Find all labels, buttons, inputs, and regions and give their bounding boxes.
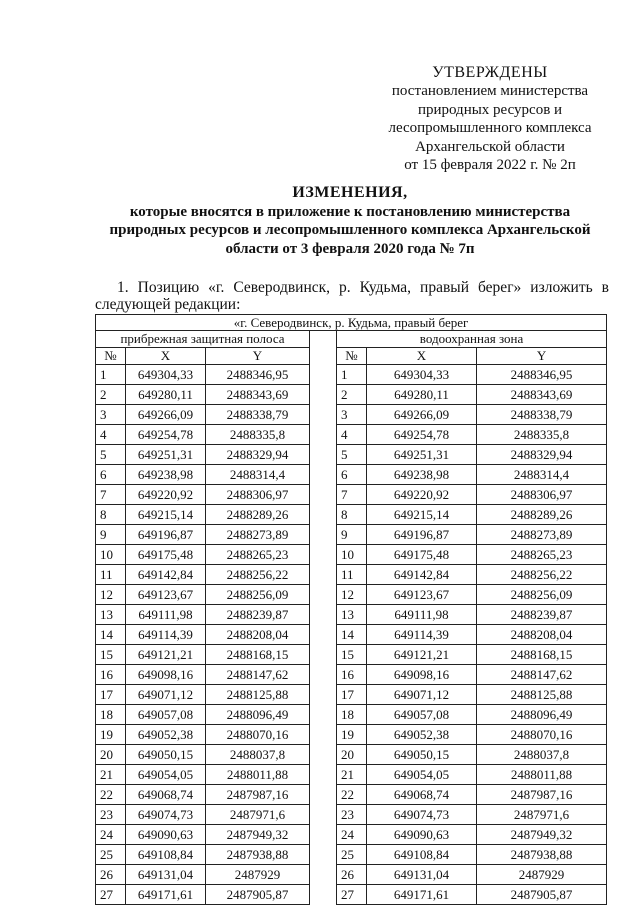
table-gap xyxy=(310,605,337,625)
left-point-number: 20 xyxy=(96,745,126,765)
heading-title: ИЗМЕНЕНИЯ, xyxy=(292,184,408,201)
left-y-value: 2488147,62 xyxy=(206,665,310,685)
left-point-number: 9 xyxy=(96,525,126,545)
table-row xyxy=(96,645,607,665)
right-x-value: 649121,21 xyxy=(367,645,477,665)
left-x-value: 649215,14 xyxy=(126,505,206,525)
left-y-value: 2487971,6 xyxy=(206,805,310,825)
table-row xyxy=(96,405,607,425)
left-y-value: 2487929 xyxy=(206,865,310,885)
table-gap xyxy=(310,825,337,845)
left-point-number: 7 xyxy=(96,485,126,505)
right-y-value: 2488343,69 xyxy=(477,385,607,405)
table-gap xyxy=(310,348,337,365)
right-y-value: 2488256,09 xyxy=(477,585,607,605)
right-point-number: 13 xyxy=(337,605,367,625)
col-header-num: № xyxy=(337,348,367,365)
right-x-value: 649175,48 xyxy=(367,545,477,565)
left-x-value: 649280,11 xyxy=(126,385,206,405)
left-x-value: 649266,09 xyxy=(126,405,206,425)
approval-line: лесопромышленного комплекса xyxy=(388,120,592,137)
right-point-number: 8 xyxy=(337,505,367,525)
table-gap xyxy=(310,845,337,865)
left-point-number: 17 xyxy=(96,685,126,705)
right-x-value: 649196,87 xyxy=(367,525,477,545)
left-point-number: 4 xyxy=(96,425,126,445)
right-y-value: 2487929 xyxy=(477,865,607,885)
table-row xyxy=(96,805,607,825)
right-zone-header: водоохранная зона xyxy=(337,331,607,348)
table-row xyxy=(96,545,607,565)
table-gap xyxy=(310,365,337,385)
table-row xyxy=(96,745,607,765)
right-point-number: 26 xyxy=(337,865,367,885)
right-y-value: 2488239,87 xyxy=(477,605,607,625)
table-gap xyxy=(310,385,337,405)
left-y-value: 2488208,04 xyxy=(206,625,310,645)
table-row xyxy=(96,865,607,885)
table-gap xyxy=(310,485,337,505)
right-point-number: 21 xyxy=(337,765,367,785)
left-y-value: 2487905,87 xyxy=(206,885,310,905)
right-y-value: 2487905,87 xyxy=(477,885,607,905)
table-gap xyxy=(310,505,337,525)
left-point-number: 11 xyxy=(96,565,126,585)
left-point-number: 27 xyxy=(96,885,126,905)
left-x-value: 649052,38 xyxy=(126,725,206,745)
table-gap xyxy=(310,885,337,905)
right-x-value: 649220,92 xyxy=(367,485,477,505)
left-point-number: 22 xyxy=(96,785,126,805)
right-y-value: 2488265,23 xyxy=(477,545,607,565)
right-y-value: 2488289,26 xyxy=(477,505,607,525)
left-y-value: 2488314,4 xyxy=(206,465,310,485)
right-y-value: 2487971,6 xyxy=(477,805,607,825)
table-row xyxy=(96,525,607,545)
table-gap xyxy=(310,725,337,745)
right-y-value: 2487987,16 xyxy=(477,785,607,805)
right-point-number: 15 xyxy=(337,645,367,665)
right-x-value: 649090,63 xyxy=(367,825,477,845)
table-row xyxy=(96,625,607,645)
right-point-number: 7 xyxy=(337,485,367,505)
left-point-number: 26 xyxy=(96,865,126,885)
right-x-value: 649142,84 xyxy=(367,565,477,585)
right-x-value: 649238,98 xyxy=(367,465,477,485)
col-header-x: X xyxy=(126,348,206,365)
approval-line: Архангельской области xyxy=(415,138,565,155)
left-x-value: 649121,21 xyxy=(126,645,206,665)
approval-title: УТВЕРЖДЕНЫ xyxy=(432,64,548,81)
approval-block xyxy=(330,64,640,174)
left-y-value: 2488037,8 xyxy=(206,745,310,765)
heading-subtitle-line: которые вносятся в приложение к постановлению министерства xyxy=(129,203,571,220)
right-x-value: 649050,15 xyxy=(367,745,477,765)
right-x-value: 649054,05 xyxy=(367,765,477,785)
zone-header-row xyxy=(96,331,607,348)
left-point-number: 5 xyxy=(96,445,126,465)
table-row xyxy=(96,765,607,785)
right-x-value: 649074,73 xyxy=(367,805,477,825)
right-point-number: 24 xyxy=(337,825,367,845)
left-point-number: 21 xyxy=(96,765,126,785)
right-x-value: 649071,12 xyxy=(367,685,477,705)
right-point-number: 18 xyxy=(337,705,367,725)
table-gap xyxy=(310,625,337,645)
left-x-value: 649054,05 xyxy=(126,765,206,785)
table-gap xyxy=(310,685,337,705)
left-y-value: 2488011,88 xyxy=(206,765,310,785)
table-gap xyxy=(310,425,337,445)
document-heading xyxy=(90,184,610,258)
left-y-value: 2488096,49 xyxy=(206,705,310,725)
right-point-number: 16 xyxy=(337,665,367,685)
left-x-value: 649050,15 xyxy=(126,745,206,765)
table-row xyxy=(96,505,607,525)
col-header-num: № xyxy=(96,348,126,365)
left-point-number: 25 xyxy=(96,845,126,865)
table-row xyxy=(96,785,607,805)
left-x-value: 649220,92 xyxy=(126,485,206,505)
right-point-number: 20 xyxy=(337,745,367,765)
left-y-value: 2487987,16 xyxy=(206,785,310,805)
left-point-number: 15 xyxy=(96,645,126,665)
right-y-value: 2488037,8 xyxy=(477,745,607,765)
table-gap xyxy=(310,665,337,685)
col-header-x: X xyxy=(367,348,477,365)
table-row xyxy=(96,565,607,585)
table-gap xyxy=(310,765,337,785)
table-row xyxy=(96,885,607,905)
left-y-value: 2488239,87 xyxy=(206,605,310,625)
left-y-value: 2487938,88 xyxy=(206,845,310,865)
table-gap xyxy=(310,525,337,545)
col-header-y: Y xyxy=(206,348,310,365)
right-x-value: 649098,16 xyxy=(367,665,477,685)
left-x-value: 649254,78 xyxy=(126,425,206,445)
right-x-value: 649057,08 xyxy=(367,705,477,725)
table-row xyxy=(96,725,607,745)
table-row xyxy=(96,465,607,485)
right-point-number: 10 xyxy=(337,545,367,565)
table-row xyxy=(96,365,607,385)
table-gap xyxy=(310,405,337,425)
table-gap xyxy=(310,585,337,605)
left-y-value: 2488335,8 xyxy=(206,425,310,445)
left-x-value: 649238,98 xyxy=(126,465,206,485)
left-point-number: 10 xyxy=(96,545,126,565)
table-gap xyxy=(310,705,337,725)
left-point-number: 19 xyxy=(96,725,126,745)
right-x-value: 649123,67 xyxy=(367,585,477,605)
left-y-value: 2488168,15 xyxy=(206,645,310,665)
left-point-number: 16 xyxy=(96,665,126,685)
right-point-number: 2 xyxy=(337,385,367,405)
left-point-number: 14 xyxy=(96,625,126,645)
right-y-value: 2488273,89 xyxy=(477,525,607,545)
right-y-value: 2488070,16 xyxy=(477,725,607,745)
right-x-value: 649215,14 xyxy=(367,505,477,525)
right-x-value: 649304,33 xyxy=(367,365,477,385)
right-y-value: 2488147,62 xyxy=(477,665,607,685)
left-y-value: 2488289,26 xyxy=(206,505,310,525)
right-x-value: 649068,74 xyxy=(367,785,477,805)
right-point-number: 14 xyxy=(337,625,367,645)
table-gap xyxy=(310,865,337,885)
right-y-value: 2487938,88 xyxy=(477,845,607,865)
col-header-y: Y xyxy=(477,348,607,365)
right-y-value: 2488168,15 xyxy=(477,645,607,665)
table-row xyxy=(96,425,607,445)
right-point-number: 11 xyxy=(337,565,367,585)
right-x-value: 649131,04 xyxy=(367,865,477,885)
coordinates-table xyxy=(95,314,607,905)
right-y-value: 2488011,88 xyxy=(477,765,607,785)
table-row xyxy=(96,705,607,725)
left-y-value: 2488329,94 xyxy=(206,445,310,465)
right-y-value: 2488306,97 xyxy=(477,485,607,505)
approval-line: природных ресурсов и xyxy=(417,101,563,118)
right-point-number: 12 xyxy=(337,585,367,605)
left-point-number: 18 xyxy=(96,705,126,725)
left-x-value: 649111,98 xyxy=(126,605,206,625)
left-y-value: 2488070,16 xyxy=(206,725,310,745)
right-x-value: 649114,39 xyxy=(367,625,477,645)
table-gap xyxy=(310,645,337,665)
left-y-value: 2488346,95 xyxy=(206,365,310,385)
left-y-value: 2488343,69 xyxy=(206,385,310,405)
left-x-value: 649175,48 xyxy=(126,545,206,565)
right-y-value: 2488125,88 xyxy=(477,685,607,705)
table-row xyxy=(96,585,607,605)
left-x-value: 649196,87 xyxy=(126,525,206,545)
change-paragraph xyxy=(95,279,609,313)
left-x-value: 649068,74 xyxy=(126,785,206,805)
left-y-value: 2488338,79 xyxy=(206,405,310,425)
right-point-number: 3 xyxy=(337,405,367,425)
left-point-number: 23 xyxy=(96,805,126,825)
right-y-value: 2488329,94 xyxy=(477,445,607,465)
table-gap xyxy=(310,445,337,465)
left-point-number: 6 xyxy=(96,465,126,485)
left-x-value: 649057,08 xyxy=(126,705,206,725)
right-x-value: 649111,98 xyxy=(367,605,477,625)
right-y-value: 2488338,79 xyxy=(477,405,607,425)
table-title: «г. Северодвинск, р. Кудьма, правый берег xyxy=(96,315,607,331)
right-point-number: 6 xyxy=(337,465,367,485)
table-row xyxy=(96,825,607,845)
right-x-value: 649108,84 xyxy=(367,845,477,865)
left-x-value: 649251,31 xyxy=(126,445,206,465)
table-row xyxy=(96,845,607,865)
left-x-value: 649098,16 xyxy=(126,665,206,685)
heading-subtitle-line: природных ресурсов и лесопромышленного комплекса Архангельской xyxy=(109,222,591,239)
table-row xyxy=(96,685,607,705)
left-y-value: 2488273,89 xyxy=(206,525,310,545)
left-point-number: 24 xyxy=(96,825,126,845)
left-point-number: 2 xyxy=(96,385,126,405)
right-y-value: 2487949,32 xyxy=(477,825,607,845)
table-row xyxy=(96,485,607,505)
table-gap xyxy=(310,745,337,765)
paragraph-line: следующей редакции: xyxy=(95,296,241,313)
right-y-value: 2488208,04 xyxy=(477,625,607,645)
right-x-value: 649254,78 xyxy=(367,425,477,445)
left-x-value: 649074,73 xyxy=(126,805,206,825)
paragraph-line: 1. Позицию «г. Северодвинск, р. Кудьма, правый берег» изложить в xyxy=(117,279,609,296)
table-gap xyxy=(310,331,337,348)
table-gap xyxy=(310,805,337,825)
right-x-value: 649266,09 xyxy=(367,405,477,425)
right-point-number: 17 xyxy=(337,685,367,705)
left-point-number: 8 xyxy=(96,505,126,525)
left-point-number: 12 xyxy=(96,585,126,605)
left-y-value: 2488306,97 xyxy=(206,485,310,505)
right-y-value: 2488096,49 xyxy=(477,705,607,725)
left-y-value: 2487949,32 xyxy=(206,825,310,845)
table-row xyxy=(96,445,607,465)
right-x-value: 649280,11 xyxy=(367,385,477,405)
right-point-number: 4 xyxy=(337,425,367,445)
right-x-value: 649251,31 xyxy=(367,445,477,465)
left-y-value: 2488265,23 xyxy=(206,545,310,565)
left-point-number: 1 xyxy=(96,365,126,385)
left-x-value: 649131,04 xyxy=(126,865,206,885)
left-x-value: 649304,33 xyxy=(126,365,206,385)
right-point-number: 25 xyxy=(337,845,367,865)
right-point-number: 5 xyxy=(337,445,367,465)
left-x-value: 649123,67 xyxy=(126,585,206,605)
right-y-value: 2488335,8 xyxy=(477,425,607,445)
table-row xyxy=(96,605,607,625)
right-y-value: 2488314,4 xyxy=(477,465,607,485)
left-x-value: 649108,84 xyxy=(126,845,206,865)
right-point-number: 23 xyxy=(337,805,367,825)
left-x-value: 649171,61 xyxy=(126,885,206,905)
left-y-value: 2488256,09 xyxy=(206,585,310,605)
left-x-value: 649090,63 xyxy=(126,825,206,845)
right-point-number: 27 xyxy=(337,885,367,905)
approval-line: от 15 февраля 2022 г. № 2п xyxy=(404,157,576,174)
table-gap xyxy=(310,465,337,485)
table-title-row xyxy=(96,315,607,331)
heading-subtitle-line: области от 3 февраля 2020 года № 7п xyxy=(225,240,475,257)
right-point-number: 9 xyxy=(337,525,367,545)
left-point-number: 13 xyxy=(96,605,126,625)
right-x-value: 649052,38 xyxy=(367,725,477,745)
right-y-value: 2488256,22 xyxy=(477,565,607,585)
approval-line: постановлением министерства xyxy=(391,83,589,100)
right-point-number: 22 xyxy=(337,785,367,805)
table-gap xyxy=(310,785,337,805)
left-y-value: 2488125,88 xyxy=(206,685,310,705)
table-gap xyxy=(310,545,337,565)
right-y-value: 2488346,95 xyxy=(477,365,607,385)
column-header-row xyxy=(96,348,607,365)
left-x-value: 649142,84 xyxy=(126,565,206,585)
right-point-number: 19 xyxy=(337,725,367,745)
table-row xyxy=(96,665,607,685)
left-x-value: 649114,39 xyxy=(126,625,206,645)
table-gap xyxy=(310,565,337,585)
table-row xyxy=(96,385,607,405)
left-y-value: 2488256,22 xyxy=(206,565,310,585)
left-x-value: 649071,12 xyxy=(126,685,206,705)
right-point-number: 1 xyxy=(337,365,367,385)
left-point-number: 3 xyxy=(96,405,126,425)
left-zone-header: прибрежная защитная полоса xyxy=(96,331,310,348)
right-x-value: 649171,61 xyxy=(367,885,477,905)
